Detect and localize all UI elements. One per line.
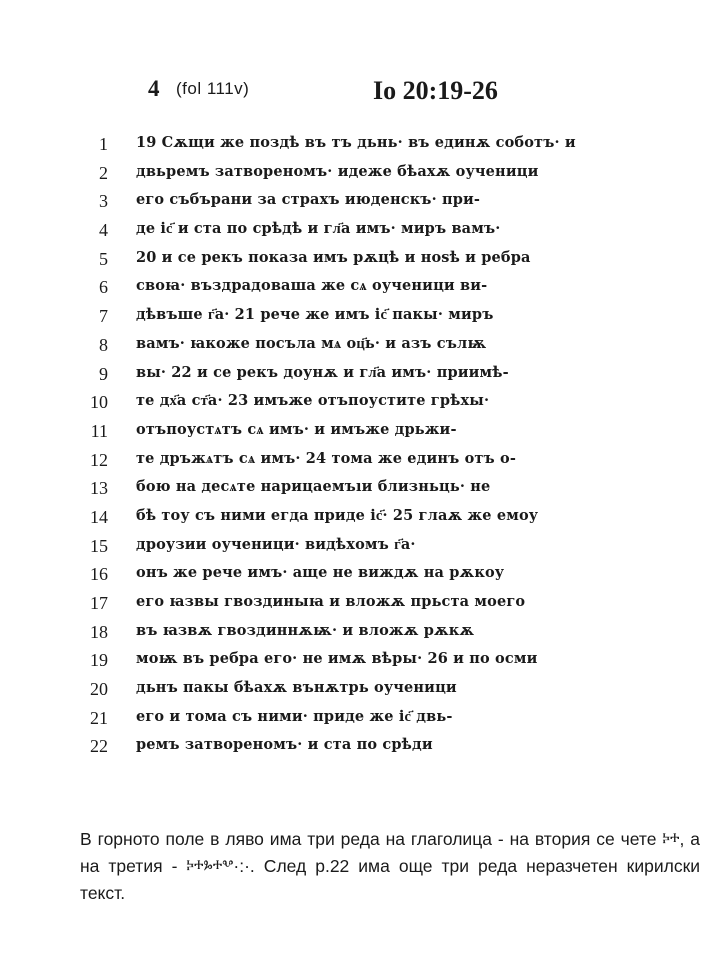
line-text: его ꙗзвы гвоздиныꙗ и вложѫ прьста моего — [136, 593, 526, 610]
line-number: 15 — [90, 535, 108, 556]
text-line — [0, 475, 719, 504]
text-line — [0, 274, 719, 303]
line-number: 8 — [99, 334, 108, 355]
line-text: своꙗ· въздрадоваша же сѧ оученици ви- — [136, 277, 488, 295]
line-text: его и тома съ ними· приде же іс҃ двь- — [136, 707, 453, 725]
line-number: 22 — [90, 736, 108, 757]
text-line — [0, 131, 719, 160]
line-text: те дх҃а ст҃а· 23 имъже отъпоустите грѣхы· — [136, 392, 490, 410]
text-line — [0, 361, 719, 390]
line-number: 17 — [90, 593, 108, 613]
line-text: де іс҃ и ста по срѣдѣ и гл҃а имъ· миръ вамъ· — [136, 220, 501, 238]
line-number: 11 — [90, 420, 108, 441]
passage-reference: Io 20:19-26 — [373, 76, 498, 105]
text-line — [0, 705, 719, 734]
line-text: онъ же рече имъ· аще не виждѫ на рѫкоу — [136, 564, 505, 582]
text-line — [0, 647, 719, 676]
line-text: дьнъ пакы бѣахѫ вънѫтрь оученици — [136, 679, 457, 697]
text-line — [0, 447, 719, 476]
line-text: те дръжѧтъ сѧ имъ· 24 тома же единъ отъ о- — [136, 449, 517, 467]
line-number: 9 — [99, 363, 108, 384]
text-line — [0, 676, 719, 705]
line-text: двьремъ затвореномъ· идеже бѣахѫ оученици — [136, 162, 539, 180]
text-line — [0, 188, 719, 217]
editorial-note: В горното поле в ляво има три реда на глаголица - на втория се чете ⰽⰰ, а на третия - ⰽⰰⰳⰰⰲ·:·. След р.22 има още три реда неразчетен кирилски текст. — [80, 828, 700, 903]
text-line — [0, 533, 719, 562]
line-number: 6 — [99, 277, 108, 298]
line-number: 3 — [99, 191, 108, 212]
line-number: 12 — [90, 449, 108, 470]
text-line — [0, 619, 719, 648]
line-text: моѭ въ ребра его· не имѫ вѣры· 26 и по осми — [136, 650, 538, 668]
text-line — [0, 590, 719, 619]
line-number: 7 — [99, 306, 108, 327]
line-text: ремъ затвореномъ· и ста по срѣди — [136, 736, 433, 754]
text-line — [0, 332, 719, 361]
folio-number: 4 — [148, 76, 160, 101]
line-number: 10 — [90, 392, 108, 413]
text-line — [0, 504, 719, 533]
line-text: бѣ тоу съ ними егда приде іс҃· 25 глаѫ же емоу — [136, 506, 539, 524]
line-text: 20 и се рекъ показа имъ рѫцѣ и ноѕѣ и ребра — [136, 248, 531, 266]
line-number: 19 — [90, 650, 108, 671]
line-text: 19 Сѫщи же поздѣ въ тъ дьнь· въ единѫ соботъ· и — [136, 134, 576, 151]
line-text: вы· 22 и се рекъ доунѫ и гл҃а имъ· приимѣ- — [136, 363, 509, 381]
line-number: 16 — [90, 564, 108, 585]
line-text: отъпоустѧтъ сѧ имъ· и имъже дрьжи- — [136, 420, 457, 438]
line-text: дѣвъше г҃а· 21 рече же имъ іс҃ пакы· миръ — [136, 306, 494, 324]
text-line — [0, 389, 719, 418]
text-line — [0, 217, 719, 246]
line-number: 21 — [90, 707, 108, 728]
line-number: 2 — [99, 162, 108, 183]
line-text: бою на десѧте нарицаемъıи близньць· не — [136, 478, 491, 496]
text-line — [0, 303, 719, 332]
line-number: 13 — [90, 478, 108, 499]
text-line — [0, 246, 719, 275]
transcription-lines — [0, 131, 719, 762]
text-line — [0, 418, 719, 447]
folio-reference: (fol 111v) — [176, 79, 250, 98]
line-number: 4 — [99, 220, 108, 241]
line-text: его събърани за страхъ июденскъ· при- — [136, 191, 481, 209]
text-line — [0, 160, 719, 189]
page-header — [0, 76, 719, 108]
line-text: въ ꙗзвѫ гвоздиннѫѭ· и вложѫ рѫкѫ — [136, 621, 475, 639]
line-number: 1 — [99, 134, 108, 154]
line-number: 14 — [90, 506, 108, 527]
line-text: дроузии оученици· видѣхомъ г҃а· — [136, 535, 416, 553]
line-number: 20 — [90, 679, 108, 700]
line-number: 5 — [99, 248, 108, 269]
line-text: вамъ· ꙗкоже посъла мѧ оц҃ь· и азъ сълѭ — [136, 334, 487, 352]
text-line — [0, 561, 719, 590]
line-number: 18 — [90, 621, 108, 642]
text-line — [0, 733, 719, 762]
